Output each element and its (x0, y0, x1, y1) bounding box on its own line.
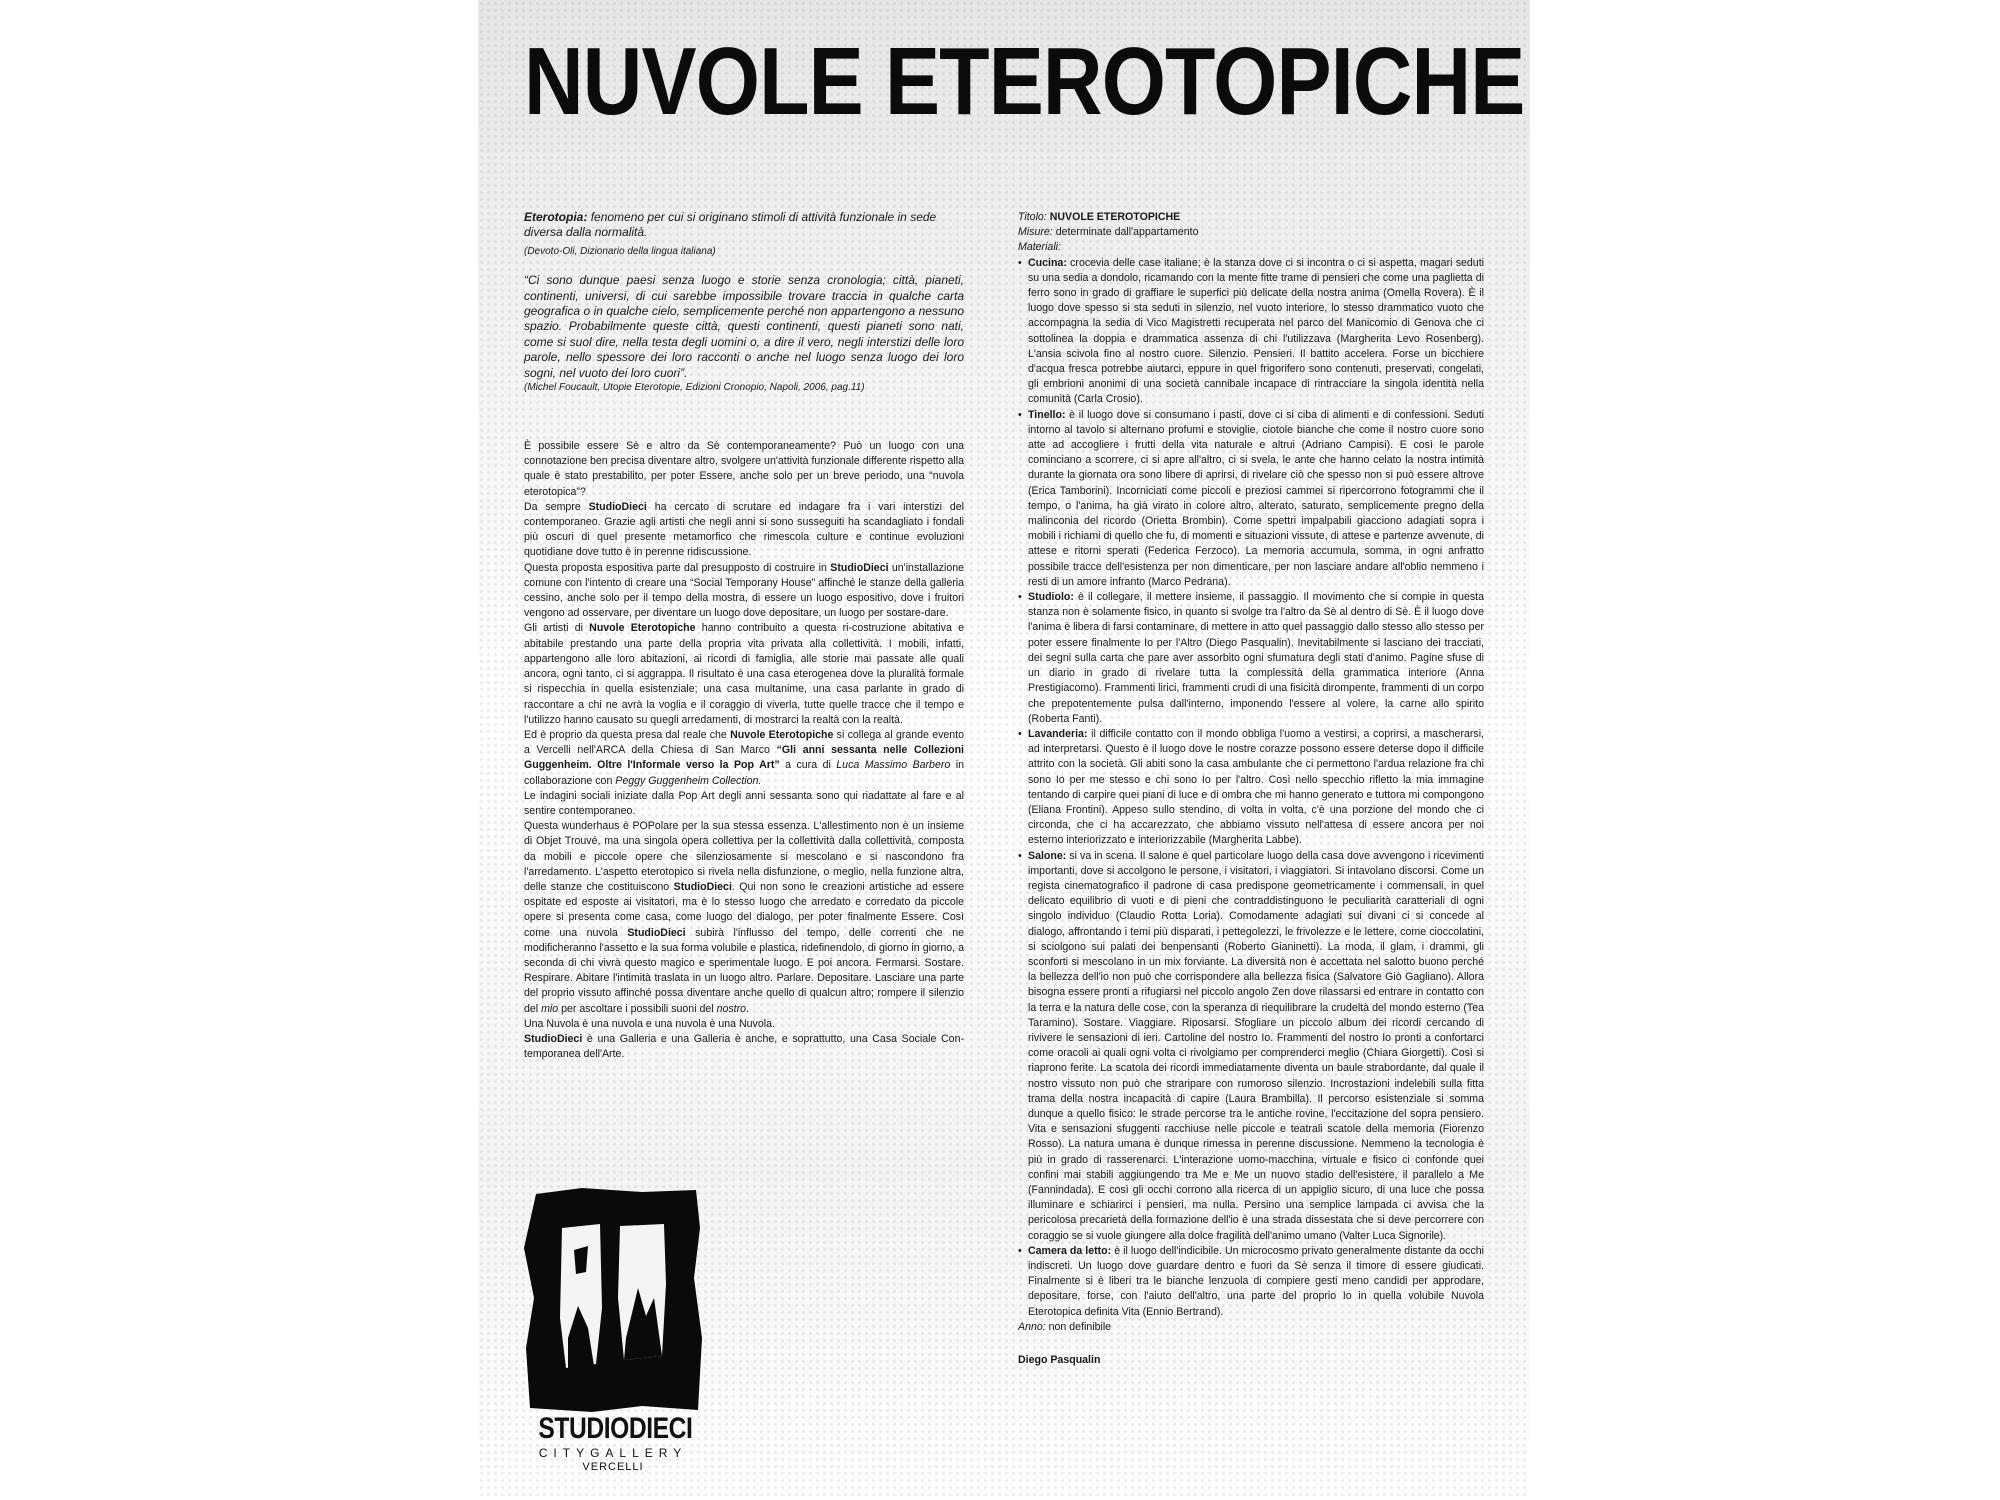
materiali-label: Materiali: (1018, 241, 1061, 254)
materials-list (1018, 256, 1484, 1320)
logo-subtitle: CITYGALLERY (538, 1446, 688, 1460)
paragraph: Gli artisti di Nuvole Eterotopiche hanno contribuito a questa ri-costruzione abitativa e abitabile prestando una parte della propria vita privata alla collettività. I mobili, infatti, appartengono alle loro abitazioni, ai ricordi di famiglia, alle storie mai passate alle quali ancora, ogni tanto, ci si aggrappa. Il risultato è una casa eterogenea dove la pluralità formale si rispecchia in quella esistenziale; una casa multanime, una casa parlante in grado di raccontare a chi ne avrà la voglia e il coraggio di viverla, tutte quelle tracce che il tempo e l'utilizzo hanno causato su quegli arredamenti, di mostrarci la realtà con la realtà. (524, 622, 964, 726)
quote-source: (Michel Foucault, Utopie Eterotopie, Edizioni Cronopio, Napoli, 2006, pag.11) (524, 382, 865, 394)
definition-text: fenomeno per cui si originano stimoli di attività funzionale in sede diversa dalla normalità. (524, 210, 937, 239)
paragraph: StudioDieci è una Galleria e una Galleria è anche, e soprattutto, una Casa Sociale Con-temporanea dell'Arte. (524, 1032, 964, 1061)
foucault-quote: “Ci sono dunque paesi senza luogo e storie senza cronologia; città, pianeti, continenti, universi, di cui sarebbe impossibile trovare traccia in qualche carta geografica o in qualche cielo, semplicemente perché non appartengono a nessuno spazio. Probabilmente queste città, questi continenti, questi pianeti sono nati, come si suol dire, nella testa degli uomini o, a dire il vero, negli interstizi delle loro parole, nello spessore dei loro racconti o anche nel luogo senza luogo dei loro sogni, nel vuoto dei loro cuori”. (524, 273, 964, 380)
definition-term: Eterotopia: (524, 210, 588, 224)
studiodieci-logo-icon (522, 1188, 704, 1413)
paragraph: Da sempre StudioDieci ha cercato di scrutare ed indagare fra i vari interstizi del contemporaneo. Grazie agli artisti che negli anni si sono susseguiti ha scandagliato i fondali più oscuri di quel presente metamorfico che rimescola culture e continue evoluzioni quotidiane dove tutto è in perenne ridiscussione. (524, 500, 964, 559)
author-signature: Diego Pasqualin (1018, 1354, 1101, 1367)
page-title: NUVOLE ETEROTOPICHE (524, 28, 1525, 135)
paragraph: Questa wunderhaus è POPolare per la sua stessa essenza. L'allestimento non è un insieme di Objet Trouvé, ma una singola opera collettiva per la collettività dalla collettività, composta da mobili e piccole opere che silenziosamente si mescolano e si nascondono fra l'arredamento. L'aspetto eterotopico si rivela nella disfunzione, o meglio, nella funzione altra, delle stanze che costituiscono StudioDieci. Qui non sono le creazioni artistiche ad essere ospitate ed esposte ai visitatori, ma è lo stesso luogo che arredato e corredato da piccole opere si presenta come casa, come luogo del dialogo, per poter finalmente Essere. Così come una nuvola StudioDieci subirà l'influsso del tempo, delle correnti che ne modificheranno l'assetto e la sua forma volubile e plastica, ridefinendolo, di giorno in giorno, a seconda di chi vivrà questo magico e sperimentale luogo. E poi ancora. Fermarsi. Sostare. Respirare. Abitare l'intimità traslata in un luogo altro. Parlare. Depositare. Lasciare una parte del proprio vissuto affinché possa diventare anche quello di qualcun altro; rompere il silenzio del mio per ascoltare i possibili suoni del nostro. (524, 820, 964, 1015)
poster (478, 0, 1530, 1500)
left-column (524, 210, 964, 1062)
definition-source: (Devoto-Oli, Dizionario della lingua italiana) (524, 246, 716, 257)
titolo-line: Titolo: NUVOLE ETEROTOPICHE (1018, 211, 1181, 223)
logo-city: VERCELLI (582, 1461, 644, 1473)
logo-name: STUDIODIECI (538, 1412, 693, 1445)
definition (524, 210, 964, 240)
intro-text (524, 439, 964, 1062)
list-item: • Salone: si va in scena. Il salone è quel particolare luogo della casa dove avvengono i ricevimenti importanti, dove si accolgono le persone, i visitatori, i viaggiatori. Si intavolano discorsi. Come un regista cinematografico il padrone di casa predispone geometricamente i commensali, in quel delicato equilibrio di vuoti e di pieni che contraddistinguono le peculiarità caratteriali di ogni singolo individuo (Claudio Rotta Loria). Comodamente adagiati sui divani ci si concede al dialogo, affrontando i temi più disparati, i pettegolezzi, le frivolezze e le lettere, come cioccolatini, si sciolgono sui palati dei benpensanti (Roberto Gianinetti). La moda, il glam, i drammi, gli sconforti si mescolano in un mix forviante. La diversità non è accettata nel salotto buono perché la bellezza dell'io non può che corrispondere alla bellezza fisica (Salvatore Giò Gagliano). Allora bisogna essere pronti a rifugiarsi nel piccolo angolo Zen dove rilassarsi ed entrare in contatto con la terra e la natura delle cose, con la speranza di riequilibrare la crudeltà del mondo esterno (Tea Taramino). Sostare. Viaggiare. Riposarsi. Sfogliare un piccolo album dei ricordi cercando di rivivere le sensazioni di ieri. Cartoline del nostro Io. Frammenti del nostro Io pronti a confortarci come oracoli ai quali ogni volta ci rivolgiamo per comprenderci meglio (Chiara Giorgetti). Così si riaprono ferite. La scatola dei ricordi immediatamente diventa un baule strabordante, dal quale il nostro vissuto non può che straripare con rumoroso silenzio. Incrostazioni indelebili sulla fitta trama della nostra incapacità di capire (Laura Brambilla). Il percorso esistenziale si somma dunque a quello fisico: le strade percorse tra le antiche rovine, l'eccitazione del sopra pensiero. Vita e sensazioni sfuggenti racchiuse nelle piccole e teatrali scatole della memoria (Fiorenzo Rosso). La natura umana è dunque rimessa in perenne discussione. Nemmeno la tecnologia è più in grado di rasserenarci. L'interazione uomo-macchina, virtuale e fisico ci confonde quei confini mai stabili aggiungendo tra Me e Me un nuovo stadio dell'esistere, il parallelo a Me (Fannindada). E così gli occhi corrono alla ricerca di un appiglio sicuro, di una luce che possa illuminare e schiarirci i pensieri, ma nulla. Persino una semplice lampada ci avvisa che la pericolosa precarietà della formazione dell'io è una strada dissestata che si deve percorrere con coraggio se si vuole giungere alla dolce fragilità dell'animo umano (Valter Luca Signorile). (1028, 849, 1484, 1244)
list-item: • Camera da letto: è il luogo dell'indicibile. Un microcosmo privato generalmente distante da occhi indiscreti. Un luogo dove guardare dentro e fuori da Sè senza il timore di essere giudicati. Finalmente si è liberi tra le bianche lenzuola di compiere gesti meno candidi per approdare, depositare, forse, con l'aiuto dell'altro, una parte del proprio Io in quella volubile Nuvola Eterotopica definita Vita (Ennio Bertrand). (1028, 1244, 1484, 1320)
paragraph: Questa proposta espositiva parte dal presupposto di costruire in StudioDieci un'installazione comune con l'intento di creare una “Social Temporany House” affinché le stanze della galleria cessino, anche solo per il tempo della mostra, di essere un luogo espositivo, dove i fruitori vengono ad osservare, per diventare un luogo dove depositare, un luogo per sostare-dare. (524, 561, 964, 620)
paragraph: Una Nuvola è una nuvola e una nuvola è una Nuvola. (524, 1017, 775, 1030)
list-item: • Studiolo: è il collegare, il mettere insieme, il passaggio. Il movimento che si compie in questa stanza non è solamente fisico, in quanto si svolge tra l'altro da Sè al dentro di Sè. È il luogo dove l'anima è libera di farsi contaminare, di mettere in atto quel passaggio dallo stesso allo stesso per poter essere finalmente Io per l'Altro (Diego Pasqualin). Inevitabilmente si lasciano dei tracciati, dei segni sulla carta che pare aver assorbito ogni sfumatura degli stati d'animo. Pagine sfuse di un diario in grado di rivelare tutta la complessità della grammatica interiore (Anna Prestigiacomo). Frammenti lirici, frammenti crudi di una fisicità dirompente, frammenti di un corpo che prepotentemente pulsa dall'interno, imponendo l'essere al volere, la carne allo spirito (Roberta Fanti). (1028, 590, 1484, 727)
paragraph: È possibile essere Sè e altro da Sè contemporaneamente? Può un luogo con una connotazione ben precisa diventare altro, svolgere un'attività funzionale differente rispetto alla quale è stato prestabilito, per poter Essere, anche solo per un breve periodo, una “nuvola eterotopica”? (524, 440, 964, 498)
misure-line: Misure: determinate dall'appartamento (1018, 226, 1199, 239)
list-item: • Cucina: crocevia delle case italiane; è la stanza dove ci si incontra o ci si aspetta, magari seduti su una sedia a dondolo, ricamando con la mente fitte trame di pensieri che come una paglietta di ferro sono in grado di graffiare le superfici più delicate della nostra anima (Omella Rovera). È il luogo dove spesso si sta seduti in silenzio, nel vuoto interiore, lo stesso drammatico vuoto che accompagna la sedia di Vico Magistretti recuperata nel parco del Manicomio di Genova che ci sottolinea la doppia e drammatica assenza di chi l'utilizzava (Margherita Levo Rosenberg). L'ansia scivola fino al nostro cuore. Silenzio. Pensieri. Il battito accelera. Forse un bicchiere d'acqua fresca potrebbe aiutarci, eppure in quel frigorifero sono contenuti, preservati, congelati, gli embrioni anonimi di una società cannibale incapace di rintracciare la singola identità nella comunità (Carla Crosio). (1028, 256, 1484, 408)
anno-line: Anno: non definibile (1018, 1320, 1112, 1333)
paragraph: Ed è proprio da questa presa dal reale che Nuvole Eterotopiche si collega al grande evento a Vercelli nell'ARCA della Chiesa di San Marco “Gli anni sessanta nelle Collezioni Guggenheim. Oltre l'Informale verso la Pop Art” a cura di Luca Massimo Barbero in collaborazione con Peggy Guggenheim Collection. (524, 728, 965, 787)
list-item: • Lavanderia: il difficile contatto con il mondo obbliga l'uomo a vestirsi, a coprirsi, a mascherarsi, ad interpretarsi. Questo è il luogo dove le nostre corazze possono essere deterse dopo il difficile attrito con la società. Gli abiti sono la casa ambulante che ci permettono l'ardua relazione fra chi sono Io per me stesso e chi sono Io per l'altro. Così nello specchio rifletto la mia immagine tentando di carpire quei piani di luce e di ombra che mi hanno generato e tuttora mi compongono (Eliana Frontini). Appeso sullo stendino, di volta in volta, c'è una porzione del mondo che ci circonda, che ci ha accarezzato, che abbiamo vissuto nell'attesa di essere ancora per noi esterno interiorizzato e interiorizzabile (Margherita Labbe). (1028, 727, 1484, 849)
right-column (1018, 210, 1484, 1368)
paragraph: Le indagini sociali iniziate dalla Pop Art degli anni sessanta sono qui riadattate al fare e al sentire contemporaneo. (524, 789, 964, 817)
list-item: • Tinello: è il luogo dove si consumano i pasti, dove ci si ciba di alimenti e di confessioni. Seduti intorno al tavolo si alternano profumi e stoviglie, ciotole bianche che come il nostro cuore sono atte ad accogliere i frutti della vita naturale e altrui (Adriano Campisi). E così le parole cominciano a scorrere, ci si apre all'altro, ci si svela, le ante che hanno celato la nostra intimità durante la giornata ora sono libere di aprirsi, di rivelare ciò che spesso non si può essere altrove (Erica Tamborini). Incorniciati come piccoli e preziosi cammei si ripercorrono fotogrammi che il tempo, o l'anima, ha già virato in colore altro, alterato, saturato, semplicemente pregno della malinconia del ricordo (Orietta Brombin). Come spettri impalpabili giacciono adagiati sopra i mobili i richiami di quello che fu, di momenti e situazioni vissute, di attese e partenze avvenute, di attese e ritorni sperati (Federica Ferzoco). La memoria accumula, somma, in ogni anfratto possibile tracce dell'esistenza per non dimenticare, per non lasciare andare all'oblio nemmeno i resti di un amore infranto (Marco Pedrana). (1028, 408, 1484, 590)
